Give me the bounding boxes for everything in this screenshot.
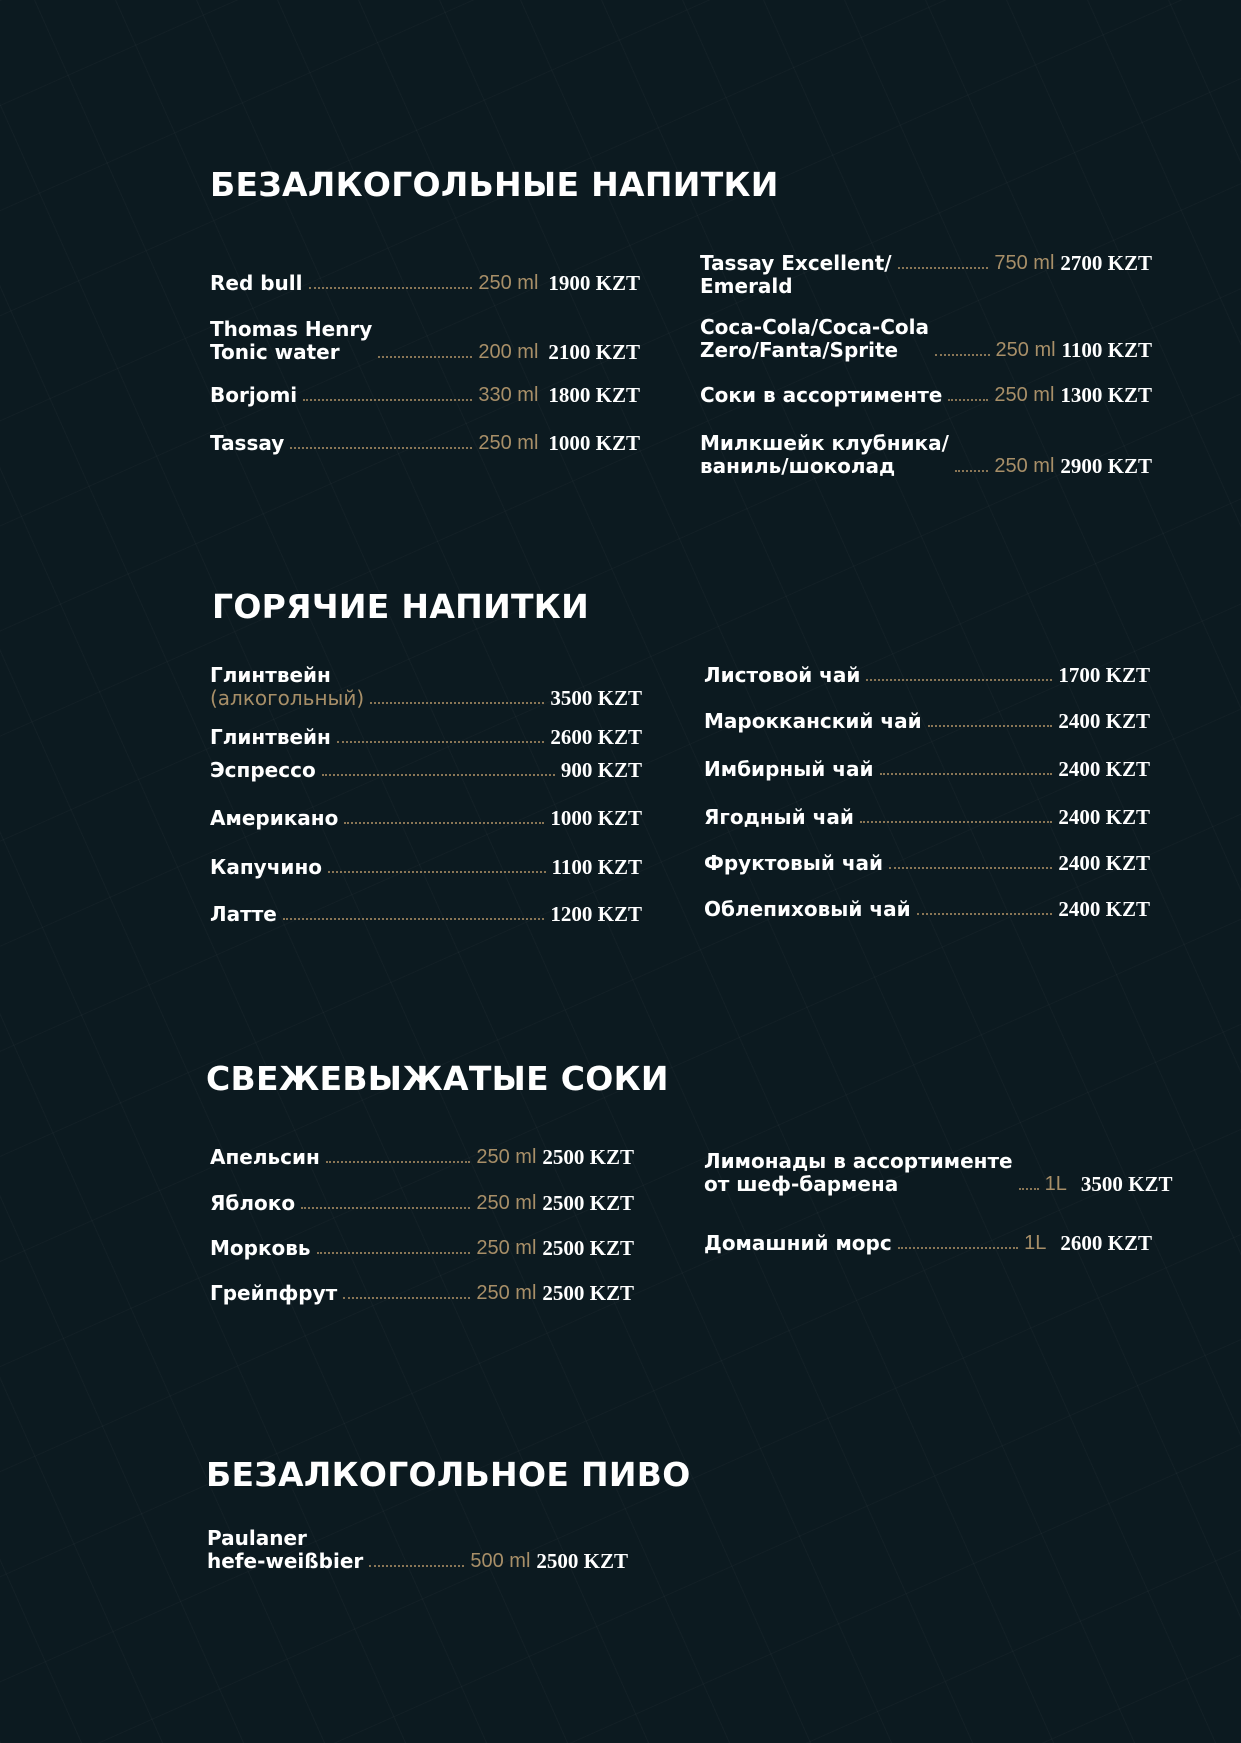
item-price: 2400 KZT: [1058, 805, 1150, 829]
menu-item: [704, 1232, 1152, 1255]
item-name-line1: Paulaner: [207, 1526, 307, 1550]
item-price: 2600 KZT: [550, 725, 642, 749]
leader-dots: [370, 702, 544, 704]
item-price: 2400 KZT: [1058, 897, 1150, 921]
item-price: 1000 KZT: [550, 806, 642, 830]
leader-dots: [309, 287, 473, 289]
menu-item: [210, 856, 642, 879]
item-volume: 250 ml: [478, 272, 539, 294]
item-name-line1: Глинтвейн: [210, 663, 331, 687]
item-volume: 1L: [1044, 1173, 1067, 1195]
item-name-line2: от шеф-бармена: [704, 1172, 899, 1196]
item-name: Соки в ассортименте: [700, 383, 943, 407]
menu-item: [210, 318, 640, 364]
leader-dots: [880, 773, 1053, 775]
item-volume: 250 ml: [476, 1192, 537, 1214]
item-price: 2900 KZT: [1060, 454, 1152, 478]
item-volume: 250 ml: [476, 1282, 537, 1304]
item-price: 2600 KZT: [1060, 1231, 1152, 1255]
item-name-line1: Thomas Henry: [210, 317, 373, 341]
menu-item: [704, 758, 1150, 781]
leader-dots: [322, 774, 555, 776]
item-volume: 250 ml: [478, 432, 539, 454]
item-name: Домашний морс: [704, 1231, 892, 1255]
leader-dots: [303, 399, 472, 401]
menu-item: [700, 384, 1152, 407]
item-price: 2400 KZT: [1058, 757, 1150, 781]
item-price: 2100 KZT: [548, 340, 640, 364]
leader-dots: [343, 1297, 470, 1299]
menu-item: [700, 432, 1152, 478]
item-price: 2700 KZT: [1060, 251, 1152, 275]
item-name: Облепиховый чай: [704, 897, 911, 921]
item-name: Red bull: [210, 271, 303, 295]
item-price: 2400 KZT: [1058, 709, 1150, 733]
item-price: 1700 KZT: [1058, 663, 1150, 687]
item-name: Марокканский чай: [704, 709, 922, 733]
leader-dots: [378, 356, 472, 358]
item-price: 2500 KZT: [542, 1145, 634, 1169]
menu-item: [210, 664, 642, 710]
menu-item: [210, 1192, 634, 1215]
item-price: 2500 KZT: [542, 1281, 634, 1305]
item-name: Имбирный чай: [704, 757, 874, 781]
item-name: Эспрессо: [210, 758, 316, 782]
menu-item: [704, 1149, 1173, 1196]
item-price: 2500 KZT: [542, 1191, 634, 1215]
menu-item: [704, 898, 1150, 921]
leader-dots: [898, 267, 989, 269]
leader-dots: [369, 1565, 464, 1567]
leader-dots: [317, 1252, 471, 1254]
item-volume: 1L: [1024, 1232, 1047, 1254]
item-name: Яблоко: [210, 1191, 296, 1215]
item-name: [704, 1150, 1013, 1196]
leader-dots: [866, 679, 1052, 681]
menu-item: [210, 272, 640, 295]
item-name: Фруктовый чай: [704, 851, 884, 875]
menu-item: [704, 852, 1150, 875]
leader-dots: [344, 822, 544, 824]
menu-item: [704, 806, 1150, 829]
leader-dots: [283, 918, 545, 920]
item-volume: 250 ml: [995, 339, 1056, 361]
leader-dots: [326, 1161, 471, 1163]
menu-item: [704, 710, 1150, 733]
item-name: Tassay: [210, 431, 285, 455]
item-price: 2500 KZT: [536, 1549, 628, 1573]
menu-item: [210, 384, 640, 407]
item-name-line2: Tonic water: [210, 340, 340, 364]
item-volume: 250 ml: [994, 384, 1055, 406]
item-price: 1800 KZT: [548, 383, 640, 407]
item-price: 3500 KZT: [550, 686, 642, 710]
leader-dots: [290, 447, 472, 449]
leader-dots: [337, 741, 545, 743]
item-name: [207, 1527, 363, 1573]
leader-dots: [1019, 1188, 1039, 1190]
leader-dots: [948, 399, 988, 401]
item-volume: 250 ml: [476, 1146, 537, 1168]
item-name: Апельсин: [210, 1145, 320, 1169]
item-name-line2: ваниль/шоколад: [700, 454, 896, 478]
menu-item: [210, 1146, 634, 1169]
item-price: 1100 KZT: [551, 855, 642, 879]
menu-item: [210, 432, 640, 455]
item-price: 1000 KZT: [548, 431, 640, 455]
leader-dots: [328, 871, 546, 873]
item-name: Глинтвейн: [210, 725, 331, 749]
leader-dots: [898, 1247, 1018, 1249]
item-name: [210, 318, 372, 364]
section-title-fresh-juices: СВЕЖЕВЫЖАТЫЕ СОКИ: [206, 1059, 669, 1098]
item-price: 2500 KZT: [542, 1236, 634, 1260]
menu-item: [210, 807, 642, 830]
item-name-line1: Tassay Excellent/: [700, 251, 892, 275]
menu-item: [704, 664, 1150, 687]
item-price: 900 KZT: [560, 758, 642, 782]
item-name-note: (алкогольный): [210, 686, 365, 710]
item-price: 1200 KZT: [550, 902, 642, 926]
leader-dots: [917, 913, 1053, 915]
menu-item: [210, 759, 642, 782]
item-name: Ягодный чай: [704, 805, 854, 829]
item-name: [700, 432, 949, 478]
item-name: Грейпфрут: [210, 1281, 338, 1305]
menu-item: [210, 1237, 634, 1260]
section-title-soft-drinks: БЕЗАЛКОГОЛЬНЫЕ НАПИТКИ: [210, 165, 779, 204]
item-name-line1: Лимонады в ассортименте: [704, 1149, 1013, 1173]
section-title-hot-drinks: ГОРЯЧИЕ НАПИТКИ: [212, 587, 589, 626]
item-price: 3500 KZT: [1080, 1172, 1173, 1196]
menu-item: [210, 726, 642, 749]
item-name: Американо: [210, 806, 339, 830]
item-name: Borjomi: [210, 383, 298, 407]
item-name-line2: Emerald: [700, 274, 793, 298]
item-name-line2: hefe-weißbier: [207, 1549, 364, 1573]
item-name: Морковь: [210, 1236, 311, 1260]
item-name: Листовой чай: [704, 663, 861, 687]
item-name: [700, 252, 892, 298]
item-price: 1300 KZT: [1060, 383, 1152, 407]
leader-dots: [955, 470, 988, 472]
item-name-line2: Zero/Fanta/Sprite: [700, 338, 899, 362]
item-name: [700, 316, 929, 362]
item-volume: 330 ml: [478, 384, 539, 406]
item-name: Капучино: [210, 855, 323, 879]
menu-item: [700, 316, 1152, 362]
item-volume: 250 ml: [476, 1237, 537, 1259]
item-volume: 250 ml: [994, 455, 1055, 477]
item-volume: 500 ml: [470, 1550, 531, 1572]
item-name-line1: Милкшейк клубника/: [700, 431, 949, 455]
menu-item: [700, 252, 1152, 298]
menu-item: [207, 1527, 628, 1573]
item-name-line1: Coca-Cola/Coca-Cola: [700, 315, 929, 339]
leader-dots: [301, 1207, 470, 1209]
leader-dots: [928, 725, 1053, 727]
item-name: Латте: [210, 902, 277, 926]
leader-dots: [889, 867, 1052, 869]
leader-dots: [860, 821, 1053, 823]
item-volume: 200 ml: [478, 341, 539, 363]
item-volume: 750 ml: [994, 252, 1055, 274]
menu-item: [210, 903, 642, 926]
menu-item: [210, 1282, 634, 1305]
item-name: [210, 664, 364, 710]
item-price: 2400 KZT: [1058, 851, 1150, 875]
leader-dots: [935, 354, 990, 356]
section-title-non-alcoholic-beer: БЕЗАЛКОГОЛЬНОЕ ПИВО: [206, 1455, 691, 1494]
item-price: 1900 KZT: [548, 271, 640, 295]
item-price: 1100 KZT: [1061, 338, 1152, 362]
